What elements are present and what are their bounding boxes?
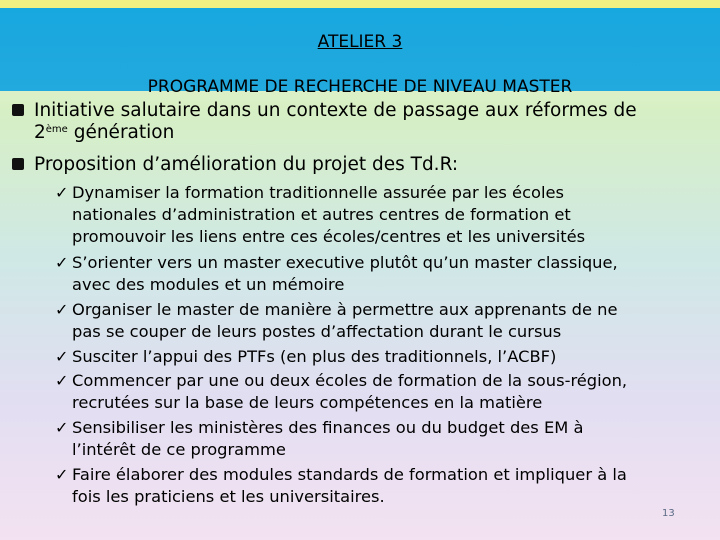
sub-item bbox=[55, 182, 690, 248]
checkmark-icon: ✓ bbox=[55, 300, 69, 319]
page-number: 13 bbox=[662, 508, 675, 519]
sub-item-line: l’intérêt de ce programme bbox=[72, 440, 286, 459]
top-accent-bar bbox=[0, 0, 720, 8]
bullet-line: Proposition d’amélioration du projet des Td.R: bbox=[34, 154, 459, 175]
sub-item-line: promouvoir les liens entre ces écoles/centres et les universités bbox=[72, 227, 586, 246]
checkmark-icon: ✓ bbox=[55, 371, 69, 390]
checkmark-icon: ✓ bbox=[55, 465, 69, 484]
checkmark-icon: ✓ bbox=[55, 347, 69, 366]
sub-item-line: S’orienter vers un master executive plutôt qu’un master classique, bbox=[72, 253, 618, 272]
sub-item-line: pas se couper de leurs postes d’affectation durant le cursus bbox=[72, 322, 562, 341]
square-bullet-icon bbox=[12, 158, 24, 170]
checkmark-icon: ✓ bbox=[55, 183, 69, 202]
checkmark-icon: ✓ bbox=[55, 418, 69, 437]
sub-item-line: fois les praticiens et les universitaires. bbox=[72, 487, 385, 506]
sub-item bbox=[55, 346, 690, 368]
sub-item bbox=[55, 299, 690, 343]
bullet-line: Initiative salutaire dans un contexte de passage aux réformes de bbox=[34, 100, 637, 121]
square-bullet-icon bbox=[12, 104, 24, 116]
bullet-line: 2ème génération bbox=[34, 122, 175, 143]
sub-item-line: avec des modules et un mémoire bbox=[72, 275, 345, 294]
superscript: ème bbox=[45, 124, 68, 135]
sub-item-line: Dynamiser la formation traditionnelle assurée par les écoles bbox=[72, 183, 565, 202]
sub-item-line: Sensibiliser les ministères des finances ou du budget des EM à bbox=[72, 418, 584, 437]
sub-item bbox=[55, 252, 690, 296]
sub-item-line: Organiser le master de manière à permettre aux apprenants de ne bbox=[72, 300, 618, 319]
bullet-initiative bbox=[34, 100, 694, 144]
checkmark-icon: ✓ bbox=[55, 253, 69, 272]
sub-item bbox=[55, 417, 690, 461]
sub-item bbox=[55, 370, 690, 414]
sub-item bbox=[55, 464, 690, 508]
sub-item-line: nationales d’administration et autres centres de formation et bbox=[72, 205, 571, 224]
slide-title: ATELIER 3 bbox=[317, 32, 403, 52]
sub-item-line: Faire élaborer des modules standards de formation et impliquer à la bbox=[72, 465, 627, 484]
slide-subtitle: PROGRAMME DE RECHERCHE DE NIVEAU MASTER bbox=[147, 77, 573, 97]
sub-item-line: Susciter l’appui des PTFs (en plus des traditionnels, l’ACBF) bbox=[72, 347, 557, 366]
sub-item-line: recrutées sur la base de leurs compétences en la matière bbox=[72, 393, 543, 412]
sub-item-line: Commencer par une ou deux écoles de formation de la sous-région, bbox=[72, 371, 628, 390]
bullet-proposition bbox=[34, 154, 694, 176]
